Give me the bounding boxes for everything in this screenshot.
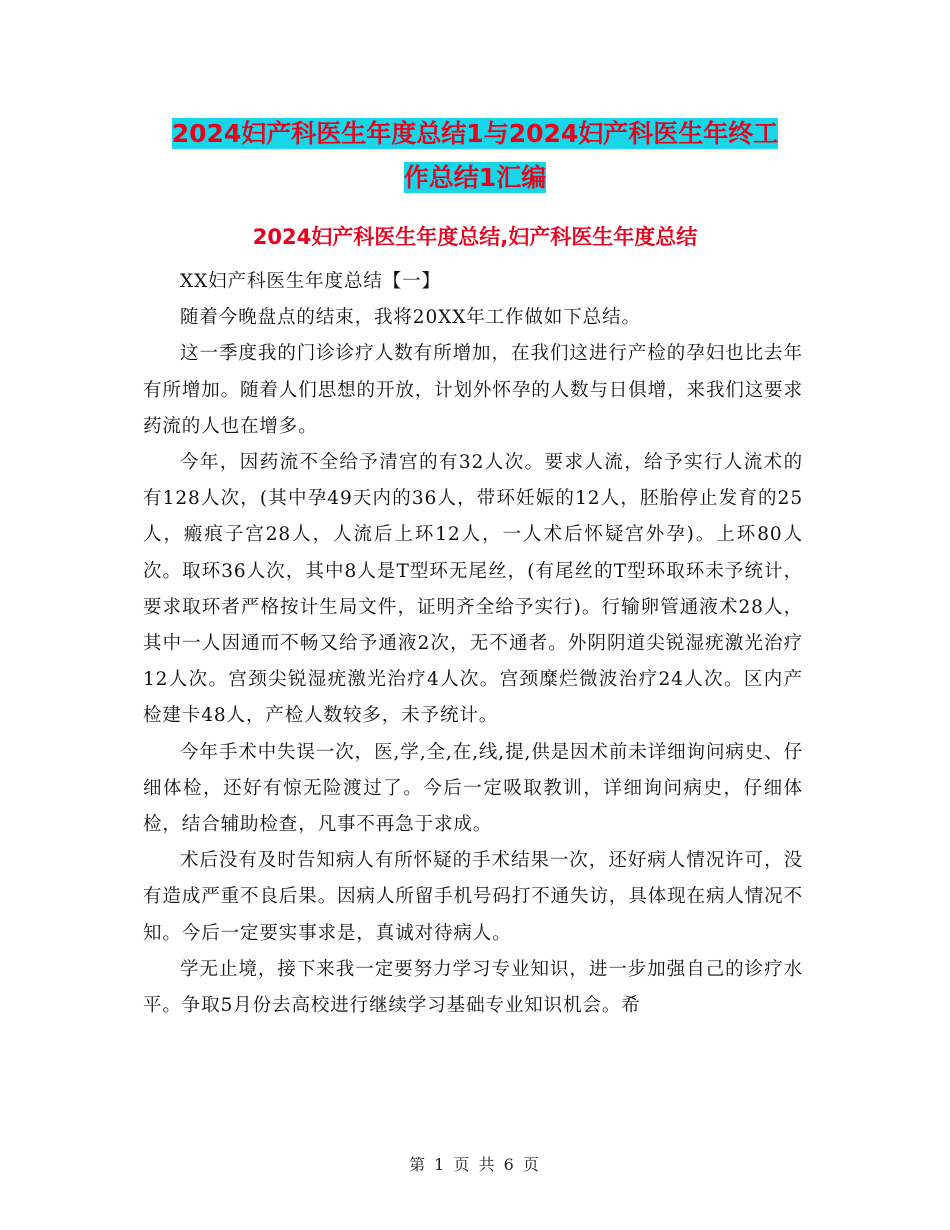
paragraph: 今年手术中失误一次，医,学,全,在,线,提,供是因术前未详细询问病史、仔细体检，还好有惊无险渡过了。今后一定吸取教训，详细询问病史，仔细体检，结合辅助检查，凡事不再急于求成。 xyxy=(143,741,803,836)
paragraph: 学无止境，接下来我一定要努力学习专业知识，进一步加强自己的诊疗水平。争取5月份去高校进行继续学习基础专业知识机会。希 xyxy=(143,958,803,1017)
paragraph: 今年，因药流不全给予清宫的有32人次。要求人流，给予实行人流术的有128人次，(其中孕49天内的36人，带环妊娠的12人，胚胎停止发育的25人，瘢痕子宫28人，人流后上环12人，一人术后怀疑宫外孕)。上环80人次。取环36人次，其中8人是T型环无尾丝，(有尾丝的T型环取环未予统计，要求取环者严格按计生局文件，证明齐全给予实行)。行输卵管通液术28人，其中一人因通而不畅又给予通液2次，无不通者。外阴阴道尖锐湿疣激光治疗12人次。宫颈尖锐湿疣激光治疗4人次。宫颈糜烂微波治疗24人次。区内产检建卡48人，产检人数较多，未予统计。 xyxy=(143,452,803,727)
paragraph-heading: XX妇产科医生年度总结【一】 xyxy=(180,271,441,292)
document-title xyxy=(140,112,810,200)
page-number-footer: 第 1 页 共 6 页 xyxy=(409,1155,541,1174)
document-body xyxy=(143,264,803,1024)
paragraph: 术后没有及时告知病人有所怀疑的手术结果一次，还好病人情况许可，没有造成严重不良后果。因病人所留手机号码打不通失访，具体现在病人情况不知。今后一定要实事求是，真诚对待病人。 xyxy=(143,850,803,944)
section-subtitle: 2024妇产科医生年度总结,妇产科医生年度总结 xyxy=(252,225,698,249)
title-line-1: 2024妇产科医生年度总结1与2024妇产科医生年终工 xyxy=(171,119,779,148)
title-line-2: 作总结1汇编 xyxy=(403,163,547,192)
paragraph: 这一季度我的门诊诊疗人数有所增加，在我们这进行产检的孕妇也比去年有所增加。随着人们思想的开放，计划外怀孕的人数与日俱增，来我们这要求药流的人也在增多。 xyxy=(143,343,803,437)
paragraph: 随着今晚盘点的结束，我将20XX年工作做如下总结。 xyxy=(180,307,641,329)
